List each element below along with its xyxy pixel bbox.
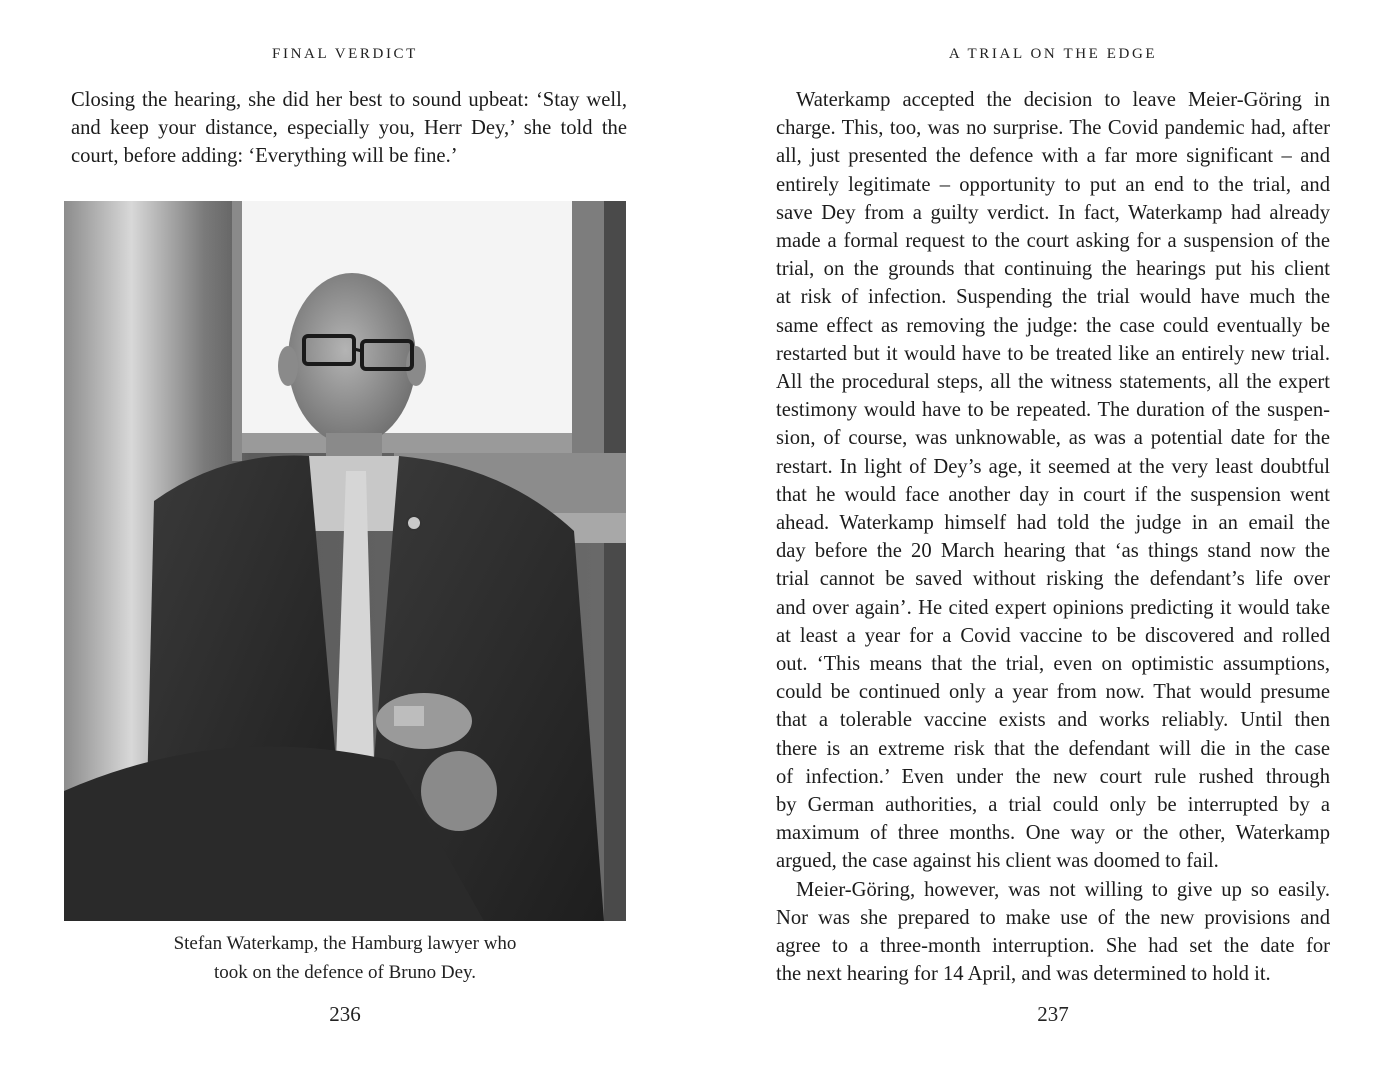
page-number: 236 [329,1002,361,1026]
caption-line: took on the defence of Bruno Dey. [213,961,477,983]
text-line: entirely legitimate – opportunity to put an end to the trial, and [776,173,1330,196]
left-page [0,0,696,1080]
portrait-photo-icon [64,201,626,921]
text-line: testimony would have to be repeated. The duration of the suspen- [776,399,1330,422]
text-line: could be continued only a year from now. That would presume [776,681,1330,704]
body-paragraph [776,86,1330,876]
running-head: A TRIAL ON THE EDGE [948,46,1158,62]
body-paragraph [71,86,627,171]
body-text [776,86,1330,989]
text-line: that a tolerable vaccine exists and works reliably. Until then [776,709,1330,732]
text-line: at least a year for a Covid vaccine to be discovered and rolled [776,624,1330,647]
text-line: restarted but it would have to be treated like an entirely new trial. [776,342,1330,365]
running-head: FINAL VERDICT [272,46,418,62]
caption-line: Stefan Waterkamp, the Hamburg lawyer who [173,933,517,954]
text-line: out. ‘This means that the trial, even on optimistic assumptions, [776,653,1330,676]
text-line: day before the 20 March hearing that ‘as things stand now the [776,540,1330,563]
text-line: and over again’. He cited expert opinions predicting it would take [776,596,1330,619]
text-line: that he would face another day in court if the suspension went [776,483,1330,506]
body-paragraph [776,876,1330,989]
text-line: Closing the hearing, she did her best to sound upbeat: ‘Stay well, [71,89,627,111]
text-line: Waterkamp accepted the decision to leave Meier-Göring in [796,89,1330,111]
text-line: maximum of three months. One way or the other, Waterkamp [776,822,1330,845]
text-line: and keep your distance, especially you, Herr Dey,’ she told the [71,117,627,140]
text-line: by German authorities, a trial could only be interrupted by a [776,794,1330,817]
text-line: argued, the case against his client was doomed to fail. [776,850,1219,873]
text-line: trial, on the grounds that continuing the hearings put his client [776,258,1330,281]
text-line: of infection.’ Even under the new court rule rushed through [776,765,1330,788]
text-line: there is an extreme risk that the defendant will die in the case [776,737,1330,760]
photo-caption [64,930,626,987]
text-line: Nor was she prepared to make use of the new provisions and [776,906,1330,929]
text-line: at risk of infection. Suspending the trial would have much the [776,286,1330,309]
text-line: trial cannot be saved without risking the defendant’s life over [776,568,1330,591]
text-line: charge. This, too, was no surprise. The Covid pandemic had, after [776,117,1330,140]
text-line: ahead. Waterkamp himself had told the judge in an email the [776,512,1330,535]
text-line: sion, of course, was unknowable, as was a potential date for the [776,427,1330,450]
text-line: restart. In light of Dey’s age, it seemed at the very least doubtful [776,455,1330,478]
text-line: all, just presented the defence with a far more significant – and [776,145,1330,168]
right-page [696,0,1393,1080]
page-number: 237 [1037,1002,1069,1026]
text-line: save Dey from a guilty verdict. In fact, Waterkamp had already [776,201,1330,224]
portrait-photo [64,201,626,921]
text-line: court, before adding: ‘Everything will be fine.’ [71,145,458,168]
text-line: agree to a three-month interruption. She had set the date for [776,935,1330,958]
text-line: same effect as removing the judge: the case could eventually be [776,314,1330,337]
text-line: All the procedural steps, all the witness statements, all the expert [776,371,1330,394]
text-line: Meier-Göring, however, was not willing to give up so easily. [796,878,1330,901]
text-line: the next hearing for 14 April, and was determined to hold it. [776,963,1271,986]
text-line: made a formal request to the court asking for a suspension of the [776,230,1330,253]
